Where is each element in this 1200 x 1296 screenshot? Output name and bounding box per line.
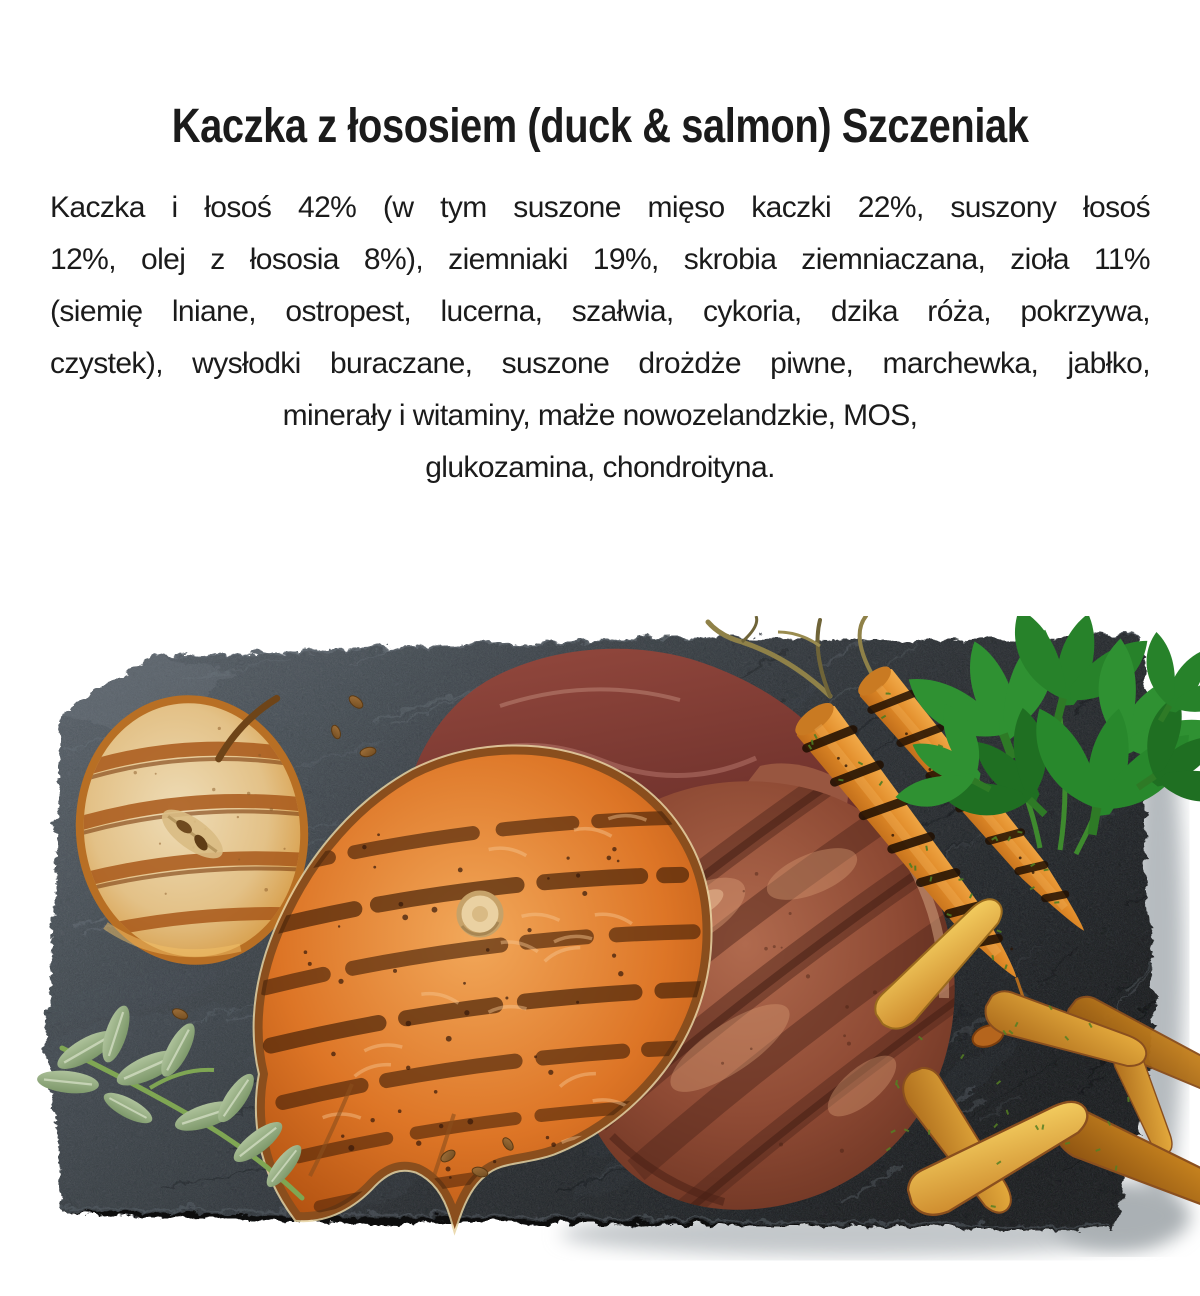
ingredients-line: 12%, olej z łososia 8%), ziemniaki 19%, skrobia ziemniaczana, zioła 11% — [50, 243, 1150, 276]
ingredients-line: (siemię lniane, ostropest, lucerna, szałwia, cykoria, dzika róża, pokrzywa, — [50, 295, 1150, 328]
title-row — [0, 96, 1200, 158]
product-title: Kaczka z łososiem (duck & salmon) Szczeniak — [171, 100, 1029, 153]
ingredients-line: glukozamina, chondroityna. — [425, 451, 775, 484]
ingredients-line: czystek), wysłodki buraczane, suszone drożdże piwne, marchewka, jabłko, — [50, 347, 1150, 380]
ingredients-line: Kaczka i łosoś 42% (w tym suszone mięso kaczki 22%, suszony łosoś — [50, 191, 1150, 224]
product-info-image — [0, 96, 1200, 494]
food-photo-illustration — [0, 616, 1200, 1276]
ingredients-line: minerały i witaminy, małże nowozelandzkie, MOS, — [282, 399, 918, 432]
ingredients-text — [50, 182, 1150, 494]
food-photo — [0, 616, 1200, 1276]
